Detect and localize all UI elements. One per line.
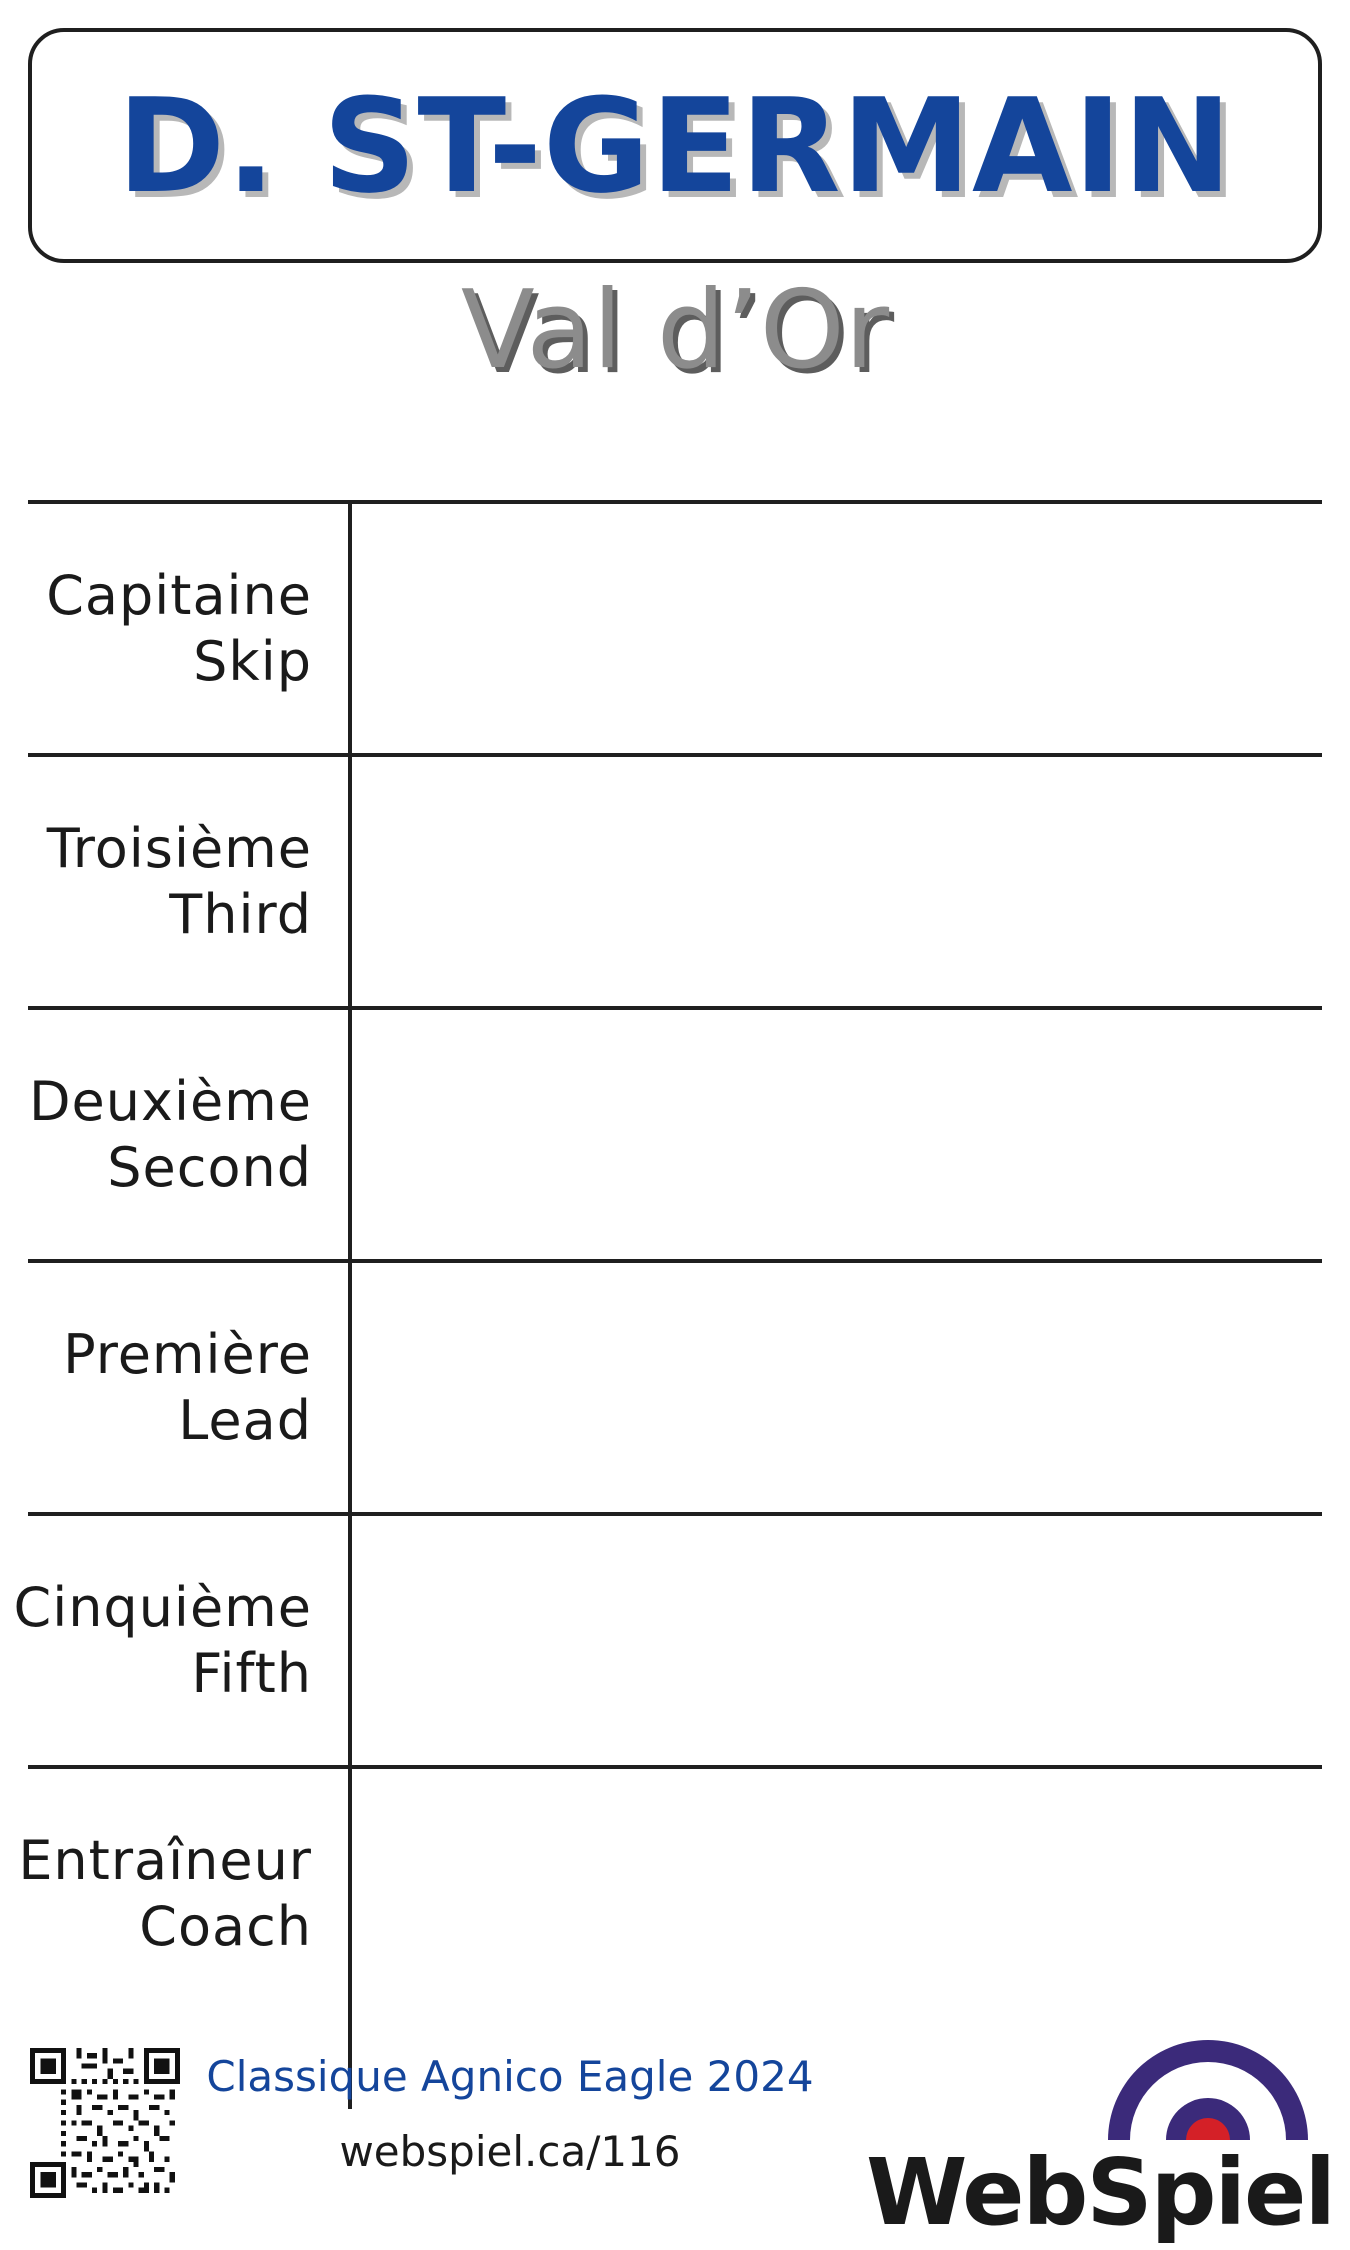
row-label-fr: Capitaine — [46, 563, 312, 627]
row-label-fr: Cinquième — [13, 1575, 312, 1639]
table-row — [28, 504, 1322, 753]
qr-code-icon[interactable] — [30, 2048, 180, 2198]
row-label — [28, 757, 328, 1006]
row-divider — [348, 1010, 352, 1259]
row-value[interactable] — [368, 504, 1322, 753]
table-row — [13, 1516, 1322, 1765]
row-label — [13, 1516, 328, 1765]
row-label-fr: Entraîneur — [18, 1829, 312, 1893]
row-divider — [348, 1263, 352, 1512]
brand-name: WebSpiel — [865, 2139, 1334, 2246]
row-divider — [348, 1516, 352, 1765]
row-label — [18, 1769, 328, 2019]
row-label-en: Third — [169, 882, 312, 946]
event-url[interactable]: webspiel.ca/116 — [339, 2126, 681, 2176]
team-name-plate — [28, 28, 1322, 263]
club-name: Val d’Or — [460, 268, 890, 393]
row-label-en: Skip — [193, 629, 312, 693]
row-divider — [348, 504, 352, 753]
row-label — [28, 1263, 328, 1512]
row-value[interactable] — [368, 1010, 1322, 1259]
row-divider — [348, 757, 352, 1006]
row-label-fr: Troisième — [46, 816, 312, 880]
row-label — [28, 1010, 328, 1259]
footer — [0, 2030, 1350, 2250]
footer-center — [200, 2050, 820, 2176]
row-value[interactable] — [368, 1769, 1322, 2019]
row-label-en: Coach — [139, 1895, 312, 1958]
page-title: D. ST-GERMAIN — [117, 69, 1233, 222]
table-row — [18, 1769, 1322, 2019]
table-row — [28, 757, 1322, 1006]
row-label-en: Fifth — [191, 1641, 312, 1705]
brand-logo — [865, 2036, 1340, 2246]
row-value[interactable] — [368, 1263, 1322, 1512]
row-label-en: Second — [107, 1135, 312, 1199]
table-row — [28, 1263, 1322, 1512]
roster-table — [13, 500, 1322, 2019]
curling-house-icon — [1108, 2036, 1308, 2140]
row-label-fr: Deuxième — [28, 1069, 312, 1133]
row-label-fr: Première — [63, 1322, 312, 1386]
row-label-en: Lead — [178, 1388, 312, 1452]
table-row — [28, 1010, 1322, 1259]
event-title[interactable]: Classique Agnico Eagle 2024 — [206, 2052, 814, 2101]
row-value[interactable] — [368, 757, 1322, 1006]
row-label — [28, 504, 328, 753]
row-value[interactable] — [368, 1516, 1322, 1765]
